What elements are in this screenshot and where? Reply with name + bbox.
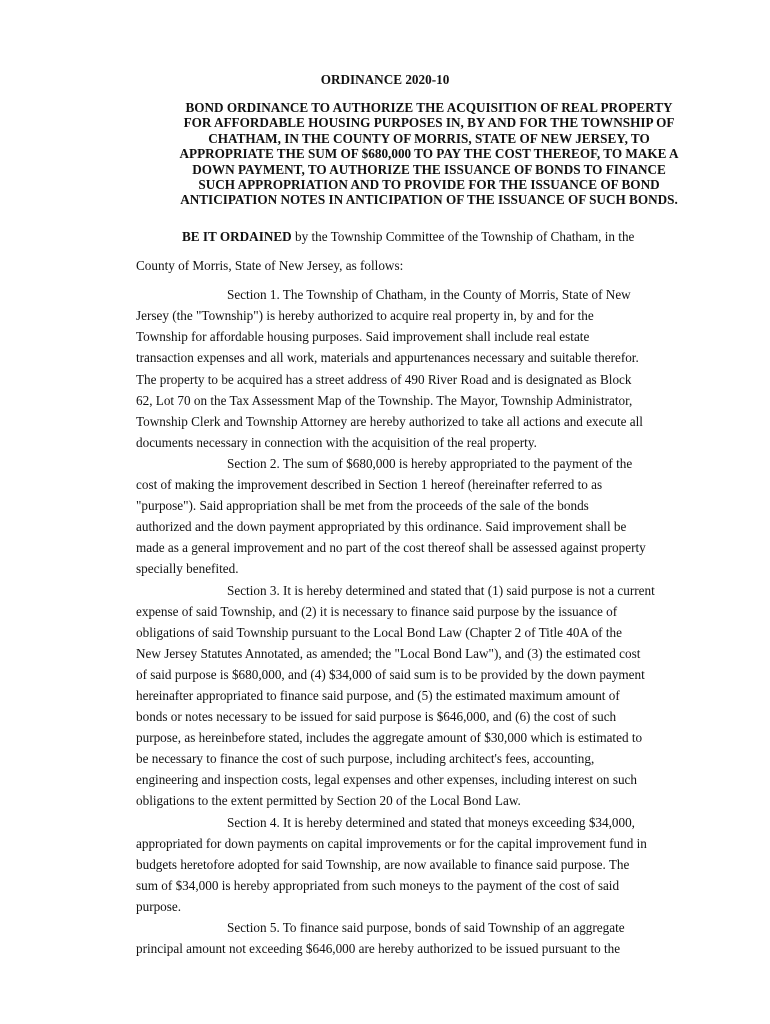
section-line: specially benefited. — [136, 561, 239, 577]
section-line: Section 5. To finance said purpose, bonds of said Township of an aggregate — [227, 920, 625, 935]
section-5 — [136, 917, 726, 959]
title-line: SUCH APPROPRIATION AND TO PROVIDE FOR THE ISSUANCE OF BOND — [198, 177, 660, 193]
section-line: obligations of said Township pursuant to the Local Bond Law (Chapter 2 of Title 40A of the — [136, 624, 622, 640]
section-1 — [136, 284, 726, 453]
section-line: expense of said Township, and (2) it is necessary to finance said purpose by the issuance of — [136, 603, 618, 619]
section-line: of said purpose is $680,000, and (4) $34,000 of said sum is to be provided by the down payment — [136, 666, 645, 682]
section-line: budgets heretofore adopted for said Township, are now available to finance said purpose. The — [136, 856, 630, 872]
title-line: BOND ORDINANCE TO AUTHORIZE THE ACQUISITION OF REAL PROPERTY — [185, 100, 673, 115]
section-3 — [136, 580, 726, 812]
ordinance-body — [136, 226, 726, 959]
section-line: Township Clerk and Township Attorney are hereby authorized to take all actions and execute all — [136, 413, 643, 429]
section-line: The property to be acquired has a street address of 490 River Road and is designated as Block — [136, 371, 632, 387]
section-line: cost of making the improvement described in Section 1 hereof (hereinafter referred to as — [136, 477, 603, 493]
section-line: "purpose"). Said appropriation shall be met from the proceeds of the sale of the bonds — [136, 498, 589, 514]
title-line: CHATHAM, IN THE COUNTY OF MORRIS, STATE OF NEW JERSEY, TO — [208, 130, 650, 146]
section-line: sum of $34,000 is hereby appropriated from such moneys to the payment of the cost of said — [136, 877, 620, 893]
section-line: purpose, as hereinbefore stated, includes the aggregate amount of $30,000 which is estimated to — [136, 730, 643, 746]
title-line: ANTICIPATION NOTES IN ANTICIPATION OF THE ISSUANCE OF SUCH BONDS. — [180, 192, 678, 208]
section-line: Township for affordable housing purposes. Said improvement shall include real estate — [136, 329, 590, 345]
section-line: bonds or notes necessary to be issued for said purpose is $646,000, and (6) the cost of such — [136, 709, 617, 725]
section-line: New Jersey Statutes Annotated, as amended; the "Local Bond Law"), and (3) the estimated cost — [136, 645, 641, 661]
section-line: be necessary to finance the cost of such purpose, including architect's fees, accounting, — [136, 751, 595, 767]
section-line: principal amount not exceeding $646,000 are hereby authorized to be issued pursuant to the — [136, 941, 621, 957]
section-line: Section 1. The Township of Chatham, in the County of Morris, State of New — [227, 287, 631, 303]
ordinance-number: ORDINANCE 2020-10 — [320, 72, 450, 87]
section-line: Section 2. The sum of $680,000 is hereby appropriated to the payment of the — [227, 455, 633, 471]
preamble-rest: by the Township Committee of the Township of Chatham, in the — [291, 229, 635, 244]
section-line: Section 4. It is hereby determined and stated that moneys exceeding $34,000, — [227, 814, 635, 830]
section-line: engineering and inspection costs, legal expenses and other expenses, including interest on such — [136, 772, 637, 788]
preamble-bold: BE IT ORDAINED — [182, 229, 292, 244]
section-line: hereinafter appropriated to finance said purpose, and (5) the estimated maximum amount of — [136, 687, 620, 703]
section-2 — [136, 453, 726, 580]
section-line: transaction expenses and all work, materials and appurtenances necessary and suitable therefor. — [136, 350, 639, 366]
section-line: 62, Lot 70 on the Tax Assessment Map of the Township. The Mayor, Township Administrator, — [136, 392, 633, 408]
preamble — [136, 226, 726, 276]
section-line: made as a general improvement and no part of the cost thereof shall be assessed against property — [136, 540, 646, 556]
section-line: Jersey (the "Township") is hereby authorized to acquire real property in, by and for the — [136, 308, 594, 324]
preamble-line — [136, 226, 726, 247]
section-line: Section 3. It is hereby determined and stated that (1) said purpose is not a current — [227, 582, 655, 598]
title-line: DOWN PAYMENT, TO AUTHORIZE THE ISSUANCE OF BONDS TO FINANCE — [192, 161, 666, 177]
section-line: authorized and the down payment appropriated by this ordinance. Said improvement shall be — [136, 519, 627, 535]
section-4 — [136, 812, 726, 917]
title-line: APPROPRIATE THE SUM OF $680,000 TO PAY THE COST THEREOF, TO MAKE A — [179, 146, 679, 162]
section-line: purpose. — [136, 898, 182, 914]
preamble-line: County of Morris, State of New Jersey, as follows: — [136, 258, 404, 274]
section-line: appropriated for down payments on capital improvements or for the capital improvement fund in — [136, 835, 647, 851]
section-line: obligations to the extent permitted by Section 20 of the Local Bond Law. — [136, 793, 521, 809]
ordinance-title — [118, 100, 740, 208]
section-line: documents necessary in connection with the acquisition of the real property. — [136, 434, 537, 450]
title-line: FOR AFFORDABLE HOUSING PURPOSES IN, BY AND FOR THE TOWNSHIP OF — [183, 115, 675, 131]
